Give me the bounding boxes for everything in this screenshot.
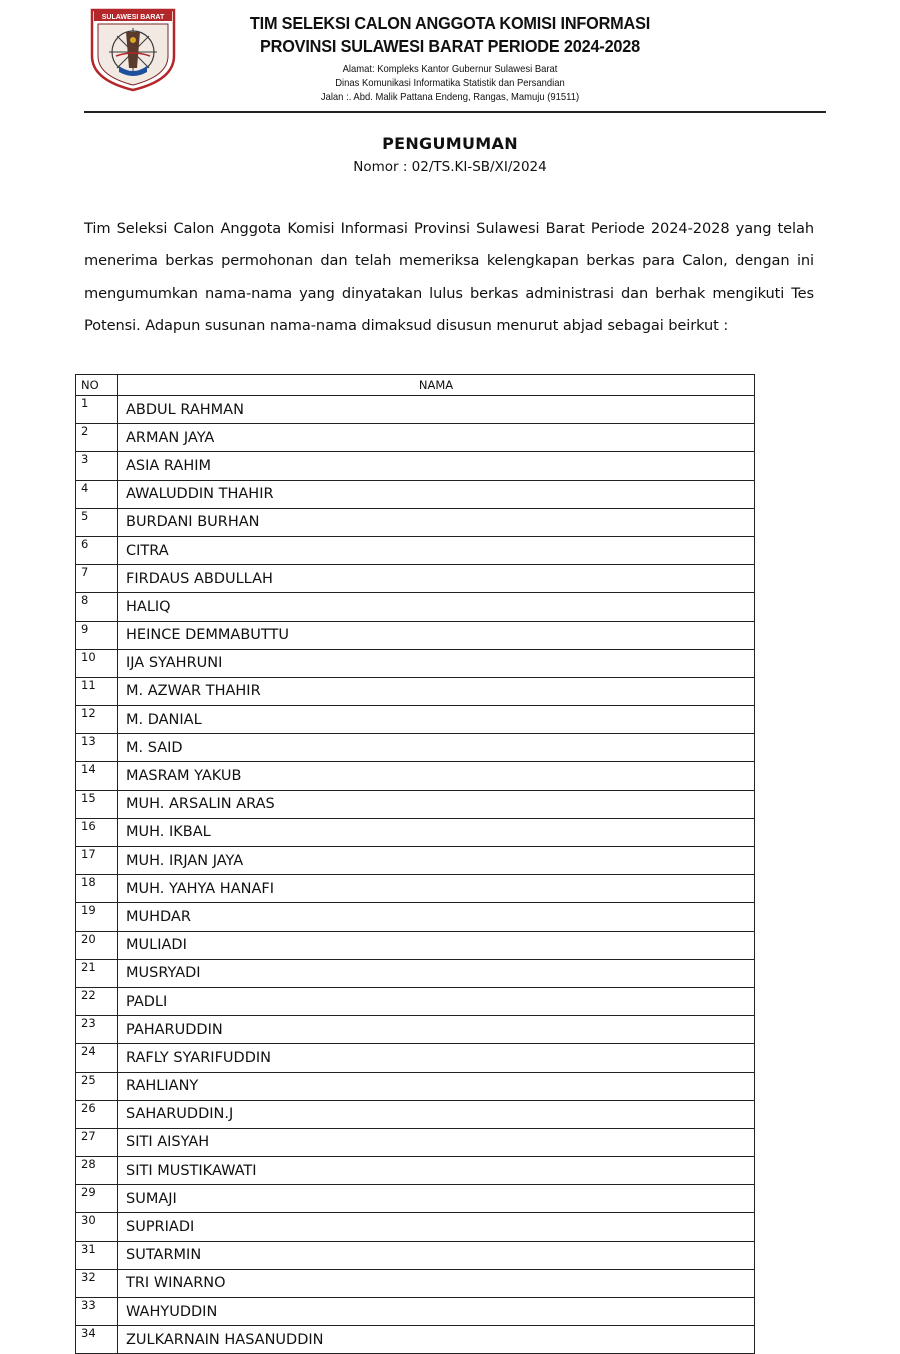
row-number: 2: [76, 424, 118, 452]
candidate-name: SITI AISYAH: [118, 1128, 755, 1156]
table-row: [76, 706, 755, 734]
table-row: [76, 875, 755, 903]
row-number: 34: [76, 1326, 118, 1354]
table-row: [76, 987, 755, 1015]
table-row: [76, 1157, 755, 1185]
row-number: 31: [76, 1241, 118, 1269]
candidate-name: FIRDAUS ABDULLAH: [118, 565, 755, 593]
table-row: [76, 762, 755, 790]
table-row: [76, 734, 755, 762]
row-number: 5: [76, 508, 118, 536]
letterhead-divider: [84, 111, 826, 113]
row-number: 12: [76, 706, 118, 734]
candidate-name: SUTARMIN: [118, 1241, 755, 1269]
row-number: 14: [76, 762, 118, 790]
table-row: [76, 621, 755, 649]
candidate-name: SITI MUSTIKAWATI: [118, 1157, 755, 1185]
candidate-name: MULIADI: [118, 931, 755, 959]
table-row: [76, 1100, 755, 1128]
row-number: 29: [76, 1185, 118, 1213]
table-row: [76, 1072, 755, 1100]
row-number: 22: [76, 987, 118, 1015]
candidate-name: M. SAID: [118, 734, 755, 762]
table-row: [76, 424, 755, 452]
candidate-name: SAHARUDDIN.J: [118, 1100, 755, 1128]
letterhead-address: [180, 62, 720, 104]
candidate-name: SUMAJI: [118, 1185, 755, 1213]
table-row: [76, 790, 755, 818]
row-number: 20: [76, 931, 118, 959]
candidate-name: RAFLY SYARIFUDDIN: [118, 1044, 755, 1072]
candidate-name: MUH. IKBAL: [118, 818, 755, 846]
table-row: [76, 1298, 755, 1326]
row-number: 24: [76, 1044, 118, 1072]
candidate-table: [75, 374, 755, 1354]
table-header-row: [76, 375, 755, 396]
row-number: 30: [76, 1213, 118, 1241]
candidate-name: WAHYUDDIN: [118, 1298, 755, 1326]
table-row: [76, 1326, 755, 1354]
candidate-name: RAHLIANY: [118, 1072, 755, 1100]
row-number: 17: [76, 847, 118, 875]
table-row: [76, 1016, 755, 1044]
column-header-name: NAMA: [118, 375, 755, 396]
table-row: [76, 818, 755, 846]
candidate-name: ABDUL RAHMAN: [118, 396, 755, 424]
row-number: 3: [76, 452, 118, 480]
table-row: [76, 847, 755, 875]
row-number: 16: [76, 818, 118, 846]
row-number: 13: [76, 734, 118, 762]
table-row: [76, 452, 755, 480]
row-number: 32: [76, 1269, 118, 1297]
candidate-table-body: [76, 396, 755, 1354]
candidate-name: BURDANI BURHAN: [118, 508, 755, 536]
row-number: 26: [76, 1100, 118, 1128]
candidate-name: HALIQ: [118, 593, 755, 621]
table-row: [76, 593, 755, 621]
row-number: 15: [76, 790, 118, 818]
row-number: 33: [76, 1298, 118, 1326]
candidate-name: MUHDAR: [118, 903, 755, 931]
announcement-number: Nomor : 02/TS.KI-SB/XI/2024: [353, 159, 547, 175]
address-line-3: Jalan :. Abd. Malik Pattana Endeng, Rangas, Mamuju (91511): [320, 91, 580, 103]
table-row: [76, 1241, 755, 1269]
candidate-name: MUSRYADI: [118, 959, 755, 987]
table-row: [76, 903, 755, 931]
table-row: [76, 649, 755, 677]
candidate-name: MASRAM YAKUB: [118, 762, 755, 790]
candidate-name: MUH. IRJAN JAYA: [118, 847, 755, 875]
row-number: 23: [76, 1016, 118, 1044]
candidate-name: PADLI: [118, 987, 755, 1015]
table-row: [76, 508, 755, 536]
candidate-name: MUH. ARSALIN ARAS: [118, 790, 755, 818]
candidate-name: ARMAN JAYA: [118, 424, 755, 452]
candidate-name: CITRA: [118, 536, 755, 564]
address-line-1: Alamat: Kompleks Kantor Gubernur Sulawesi Barat: [342, 63, 558, 75]
candidate-name: TRI WINARNO: [118, 1269, 755, 1297]
announcement-paragraph: Tim Seleksi Calon Anggota Komisi Informasi Provinsi Sulawesi Barat Periode 2024-2028 yang telah menerima berkas permohonan dan telah memeriksa kelengkapan berkas para Calon, dengan ini mengumumkan nama-nama yang dinyatakan lulus berkas administrasi dan berhak mengikuti Tes Potensi. Adapun susunan nama-nama dimaksud disusun menurut abjad sebagai beirkut :: [84, 220, 814, 335]
table-row: [76, 677, 755, 705]
table-row: [76, 931, 755, 959]
row-number: 27: [76, 1128, 118, 1156]
row-number: 18: [76, 875, 118, 903]
table-row: [76, 1185, 755, 1213]
row-number: 21: [76, 959, 118, 987]
row-number: 11: [76, 677, 118, 705]
address-line-2: Dinas Komunikasi Informatika Statistik dan Persandian: [335, 77, 565, 89]
candidate-name: AWALUDDIN THAHIR: [118, 480, 755, 508]
row-number: 28: [76, 1157, 118, 1185]
row-number: 8: [76, 593, 118, 621]
column-header-no: NO: [76, 375, 118, 396]
row-number: 1: [76, 396, 118, 424]
sulawesi-barat-emblem: [86, 6, 180, 92]
row-number: 9: [76, 621, 118, 649]
candidate-name: SUPRIADI: [118, 1213, 755, 1241]
table-row: [76, 396, 755, 424]
row-number: 7: [76, 565, 118, 593]
row-number: 19: [76, 903, 118, 931]
candidate-name: PAHARUDDIN: [118, 1016, 755, 1044]
letterhead-title-line-2: PROVINSI SULAWESI BARAT PERIODE 2024-2028: [259, 36, 641, 56]
letterhead: [180, 12, 720, 104]
row-number: 10: [76, 649, 118, 677]
table-row: [76, 1044, 755, 1072]
table-row: [76, 480, 755, 508]
row-number: 4: [76, 480, 118, 508]
candidate-name: ASIA RAHIM: [118, 452, 755, 480]
table-row: [76, 1128, 755, 1156]
row-number: 25: [76, 1072, 118, 1100]
candidate-name: IJA SYAHRUNI: [118, 649, 755, 677]
table-row: [76, 565, 755, 593]
table-row: [76, 1213, 755, 1241]
table-row: [76, 536, 755, 564]
candidate-name: M. AZWAR THAHIR: [118, 677, 755, 705]
table-row: [76, 1269, 755, 1297]
candidate-name: HEINCE DEMMABUTTU: [118, 621, 755, 649]
row-number: 6: [76, 536, 118, 564]
candidate-name: MUH. YAHYA HANAFI: [118, 875, 755, 903]
letterhead-title-line-1: TIM SELEKSI CALON ANGGOTA KOMISI INFORMASI: [249, 13, 651, 33]
candidate-name: M. DANIAL: [118, 706, 755, 734]
announcement-title: PENGUMUMAN: [382, 134, 518, 153]
svg-text:SULAWESI BARAT: SULAWESI BARAT: [101, 14, 165, 21]
table-row: [76, 959, 755, 987]
candidate-name: ZULKARNAIN HASANUDDIN: [118, 1326, 755, 1354]
